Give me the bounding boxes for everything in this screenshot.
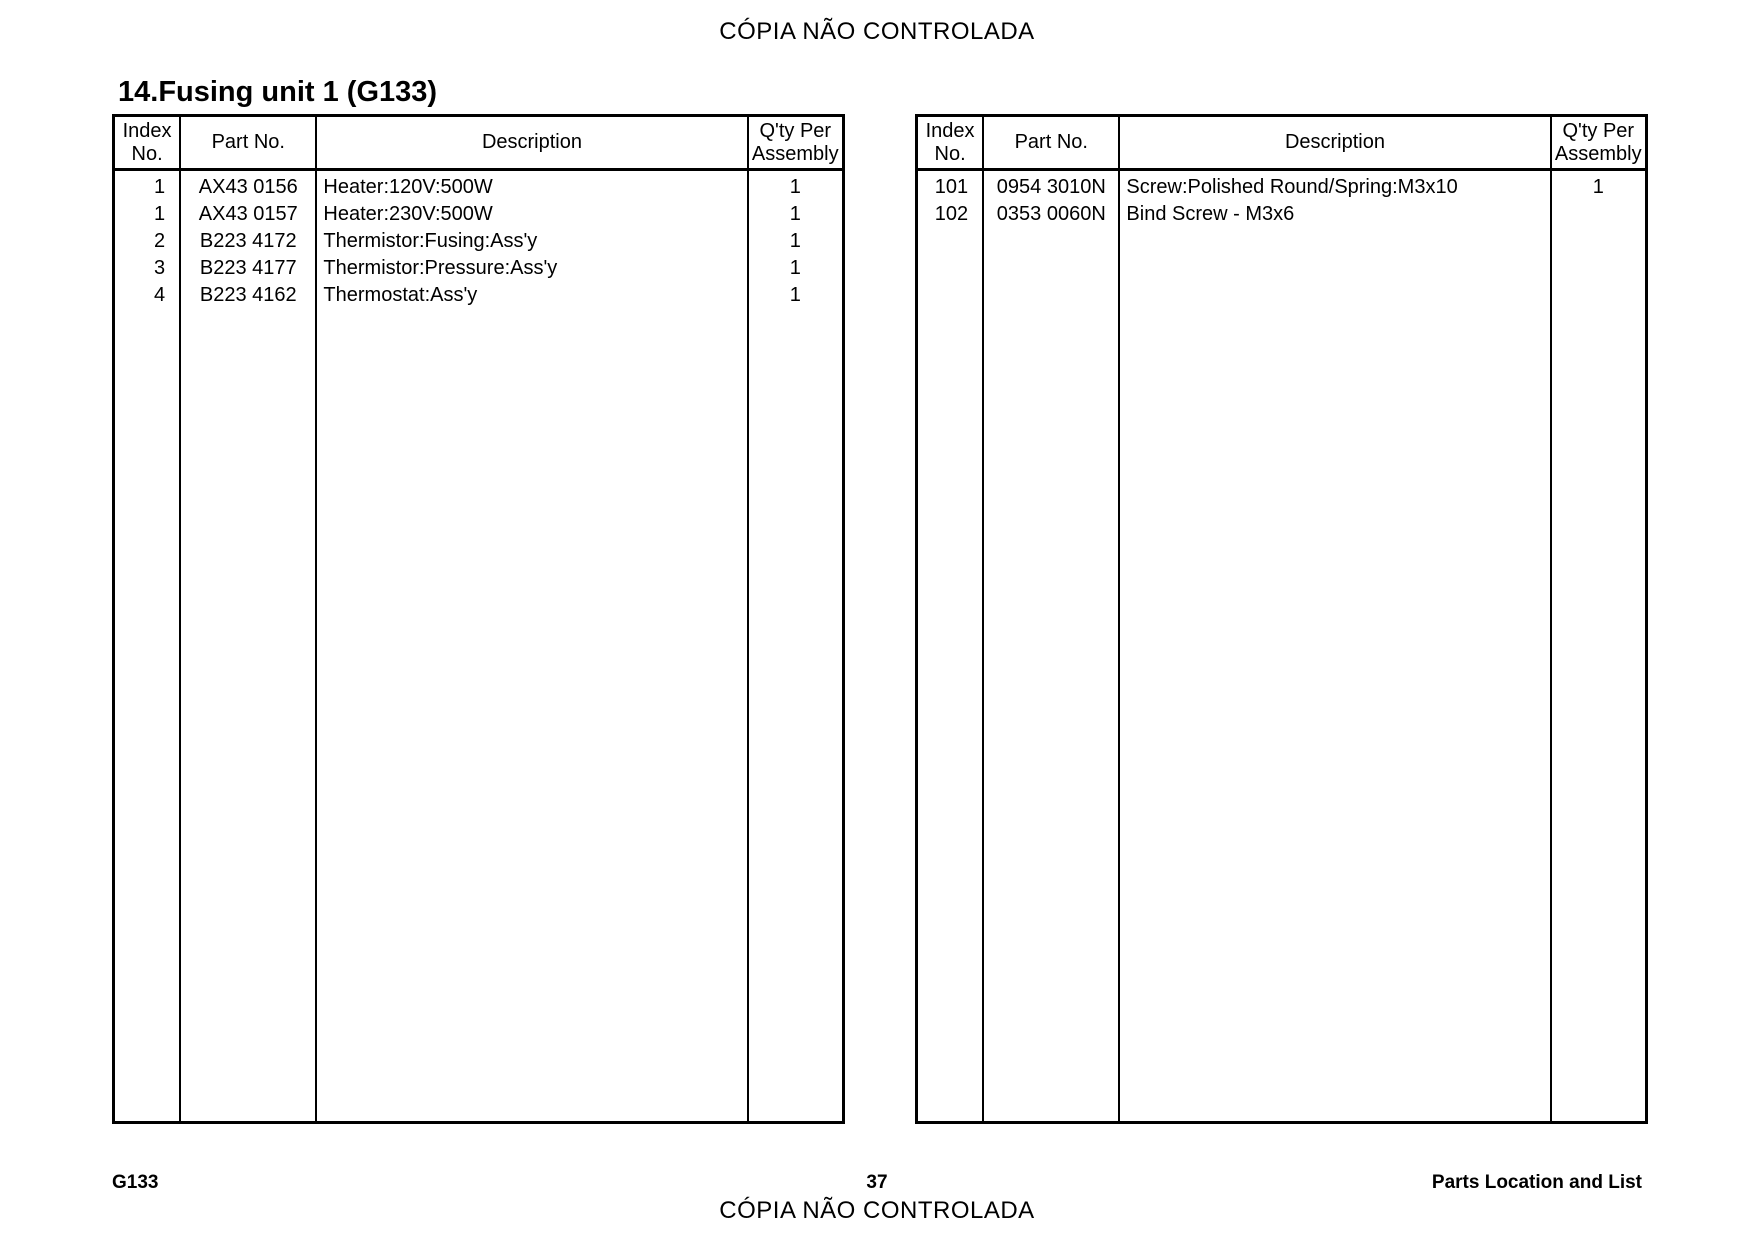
header-qty-line1: Q'ty Per — [759, 119, 832, 142]
header-index — [917, 116, 984, 170]
table-row — [114, 201, 844, 228]
row-description: Heater:120V:500W — [316, 170, 747, 202]
row-index: 1 — [114, 201, 181, 228]
watermark-bottom: CÓPIA NÃO CONTROLADA — [719, 1197, 1035, 1224]
row-description: Heater:230V:500W — [316, 201, 747, 228]
table-row — [917, 170, 1647, 202]
row-description: Thermistor:Fusing:Ass'y — [316, 228, 747, 255]
header-index-line1: Index — [122, 119, 172, 142]
header-part-no: Part No. — [180, 116, 316, 170]
row-index: 102 — [917, 201, 984, 228]
row-qty: 1 — [748, 255, 844, 282]
row-part-no: AX43 0156 — [180, 170, 316, 202]
filler-cell — [114, 309, 181, 1123]
header-index-line1: Index — [925, 119, 975, 142]
footer-section: Parts Location and List — [1431, 1172, 1642, 1193]
table-row — [114, 228, 844, 255]
row-qty — [1551, 201, 1647, 228]
filler-cell — [1119, 228, 1550, 1123]
row-part-no: 0353 0060N — [983, 201, 1119, 228]
row-part-no: B223 4162 — [180, 282, 316, 309]
row-qty: 1 — [748, 282, 844, 309]
row-index: 4 — [114, 282, 181, 309]
filler-cell — [983, 228, 1119, 1123]
header-index — [114, 116, 181, 170]
row-index: 1 — [114, 170, 181, 202]
filler-cell — [748, 309, 844, 1123]
header-qty — [748, 116, 844, 170]
table-row — [114, 255, 844, 282]
header-qty-line2: Assembly — [1554, 142, 1642, 165]
header-part-no: Part No. — [983, 116, 1119, 170]
row-index: 3 — [114, 255, 181, 282]
filler-cell — [316, 309, 747, 1123]
row-part-no: B223 4172 — [180, 228, 316, 255]
row-qty: 1 — [748, 201, 844, 228]
row-description: Thermistor:Pressure:Ass'y — [316, 255, 747, 282]
header-description: Description — [316, 116, 747, 170]
row-qty: 1 — [1551, 170, 1647, 202]
row-part-no: 0954 3010N — [983, 170, 1119, 202]
row-qty: 1 — [748, 170, 844, 202]
parts-table-left — [112, 114, 845, 1124]
table-filler-row — [917, 228, 1647, 1123]
header-index-line2: No. — [934, 142, 966, 165]
row-description: Screw:Polished Round/Spring:M3x10 — [1119, 170, 1550, 202]
row-description: Thermostat:Ass'y — [316, 282, 747, 309]
table-row — [917, 201, 1647, 228]
table-row — [114, 170, 844, 202]
row-qty: 1 — [748, 228, 844, 255]
row-index: 101 — [917, 170, 984, 202]
table-header-row — [114, 116, 844, 170]
filler-cell — [1551, 228, 1647, 1123]
footer-page-number: 37 — [866, 1172, 888, 1193]
row-part-no: AX43 0157 — [180, 201, 316, 228]
table-header-row — [917, 116, 1647, 170]
header-qty-line2: Assembly — [751, 142, 839, 165]
header-qty-line1: Q'ty Per — [1562, 119, 1635, 142]
row-index: 2 — [114, 228, 181, 255]
watermark-top: CÓPIA NÃO CONTROLADA — [719, 18, 1035, 45]
table-filler-row — [114, 309, 844, 1123]
table-row — [114, 282, 844, 309]
header-index-line2: No. — [131, 142, 163, 165]
row-description: Bind Screw - M3x6 — [1119, 201, 1550, 228]
parts-table-right — [915, 114, 1648, 1124]
footer-model: G133 — [112, 1172, 159, 1193]
header-description: Description — [1119, 116, 1550, 170]
row-part-no: B223 4177 — [180, 255, 316, 282]
filler-cell — [917, 228, 984, 1123]
filler-cell — [180, 309, 316, 1123]
header-qty — [1551, 116, 1647, 170]
section-title: 14.Fusing unit 1 (G133) — [118, 76, 438, 108]
